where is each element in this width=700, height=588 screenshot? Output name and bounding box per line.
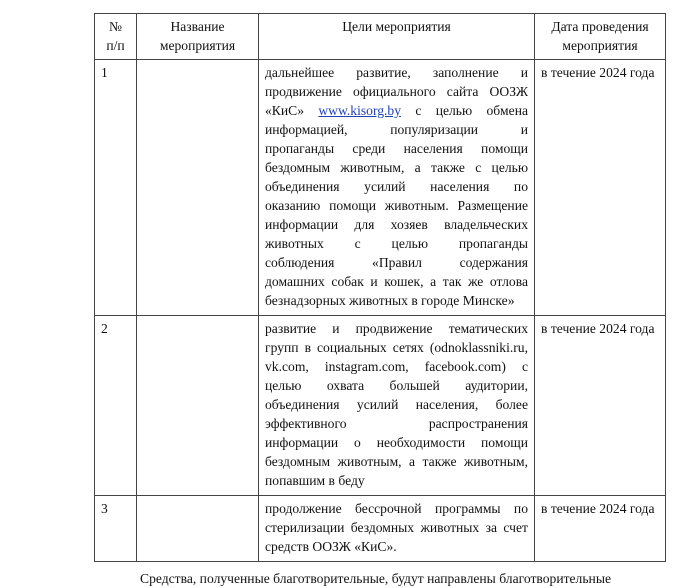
table-row	[95, 496, 666, 562]
header-number: № п/п	[95, 14, 137, 60]
table-row	[95, 60, 666, 316]
row-event-name	[137, 60, 259, 316]
row-event-name	[137, 496, 259, 562]
row-goals: дальнейшее развитие, заполнение и продвижение официального сайта ООЗЖ «КиС» www.kisorg.by с целью обмена информацией, популяризации и пропаганды среди населения помощи бездомным животным, а также с целью объединения усилий населения по оказанию помощи животным. Размещение информации для хозяев владельческих животных с целью пропаганды соблюдения «Правил содержания домашних собак и кошек, а так же отлова безнадзорных животных в городе Минске»	[259, 60, 535, 316]
row-date: в течение 2024 года	[535, 60, 666, 316]
row-goals: развитие и продвижение тематических групп в социальных сетях (odnoklassniki.ru, vk.com, instagram.com, facebook.com) с целью охвата большей аудитории, объединения усилий населения, более эффективного распространения информации о необходимости помощи бездомным животным, а также животным, попавшим в беду	[259, 316, 535, 496]
row-number: 3	[95, 496, 137, 562]
website-link[interactable]: www.kisorg.by	[318, 103, 402, 118]
header-event-name: Название мероприятия	[137, 14, 259, 60]
row-date: в течение 2024 года	[535, 316, 666, 496]
goals-line-with-link: «КиС» www.kisorg.by с целью обмена	[265, 103, 528, 118]
row-date: в течение 2024 года	[535, 496, 666, 562]
row-number: 1	[95, 60, 137, 316]
events-table	[94, 13, 666, 562]
header-date: Дата проведения мероприятия	[535, 14, 666, 60]
footer-paragraph-cut: Средства, полученные благотворительные, будут направлены благотворительные	[140, 571, 611, 586]
table-header-row	[95, 14, 666, 60]
row-number: 2	[95, 316, 137, 496]
row-goals: продолжение бессрочной программы по стерилизации бездомных животных за счет средств ООЗЖ «КиС».	[259, 496, 535, 562]
table-row	[95, 316, 666, 496]
header-goals: Цели мероприятия	[259, 14, 535, 60]
row-event-name	[137, 316, 259, 496]
